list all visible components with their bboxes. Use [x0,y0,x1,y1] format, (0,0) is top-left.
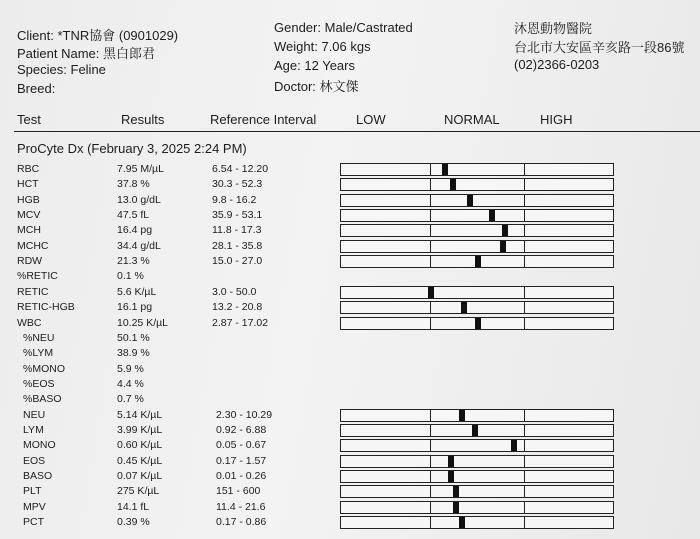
weight-line: Weight: 7.06 kgs [274,39,371,54]
age-value: 12 Years [304,58,355,73]
range-divider-high [524,210,525,221]
range-divider-high [524,225,525,236]
table-row [0,455,700,470]
test-result: 37.8 % [117,178,150,190]
range-divider-low [430,440,431,451]
table-row [0,163,700,178]
range-divider-high [524,164,525,175]
test-result: 0.1 % [117,270,144,282]
reference-interval: 15.0 - 27.0 [212,255,263,267]
test-result: 0.60 K/µL [117,439,163,451]
reference-interval: 9.8 - 16.2 [212,194,257,206]
clinic-phone: (02)2366-0203 [514,57,600,72]
patient-value: 黑白郎君 [103,46,156,61]
client-value: *TNR協會 (0901029) [57,28,179,43]
test-result: 0.07 K/µL [117,470,163,482]
table-row [0,347,700,362]
range-divider-high [524,440,525,451]
table-row [0,240,700,255]
test-result: 10.25 K/µL [117,317,169,329]
range-bar [340,178,614,191]
reference-interval: 28.1 - 35.8 [212,240,263,252]
test-name: %RETIC [17,270,58,282]
range-divider-high [524,502,525,513]
reference-interval: 30.3 - 52.3 [212,178,263,190]
range-divider-high [524,287,525,298]
test-result: 7.95 M/µL [117,163,164,175]
range-divider-low [430,471,431,482]
patient-line: Patient Name: 黑白郎君 [17,46,156,61]
test-name: BASO [23,470,53,482]
result-marker [502,225,508,236]
test-result: 275 K/µL [117,485,160,497]
reference-interval: 151 - 600 [216,485,261,497]
range-divider-low [430,225,431,236]
reference-interval: 0.17 - 1.57 [216,455,267,467]
test-name: RDW [17,255,43,267]
range-divider-high [524,302,525,313]
range-bar [340,409,614,422]
range-divider-low [430,486,431,497]
test-result: 5.9 % [117,363,144,375]
range-bar [340,317,614,330]
test-name: HGB [17,194,40,206]
reference-interval: 6.54 - 12.20 [212,163,269,175]
table-row [0,194,700,209]
range-bar [340,301,614,314]
species-value: Feline [70,62,106,77]
result-marker [475,318,481,329]
test-result: 21.3 % [117,255,150,267]
table-row [0,255,700,270]
reference-interval: 0.92 - 6.88 [216,424,267,436]
test-result: 0.45 K/µL [117,455,163,467]
range-bar [340,286,614,299]
reference-interval: 2.30 - 10.29 [216,409,273,421]
range-divider-high [524,456,525,467]
test-name: %LYM [23,347,54,359]
col-high: HIGH [540,112,573,127]
test-name: RETIC [17,286,49,298]
result-marker [450,179,456,190]
range-divider-high [524,410,525,421]
result-marker [472,425,478,436]
test-name: MCH [17,224,41,236]
test-name: WBC [17,317,42,329]
test-name: EOS [23,455,46,467]
reference-interval: 2.87 - 17.02 [212,317,269,329]
range-bar [340,240,614,253]
range-bar [340,194,614,207]
range-divider-low [430,195,431,206]
table-row [0,224,700,239]
weight-value: 7.06 kgs [321,39,371,54]
range-bar [340,255,614,268]
range-divider-low [430,456,431,467]
range-divider-high [524,486,525,497]
range-divider-low [430,179,431,190]
test-name: LYM [23,424,44,436]
col-test: Test [17,112,41,127]
clinic-address: 台北市大安區辛亥路一段86號 [514,40,685,55]
clinic-name: 沐恩動物醫院 [514,21,593,36]
reference-interval: 11.4 - 21.6 [216,501,266,513]
test-result: 16.4 pg [117,224,153,236]
table-row [0,363,700,378]
table-row [0,485,700,500]
col-normal: NORMAL [444,112,500,127]
doctor-value: 林文傑 [319,79,359,94]
test-result: 50.1 % [117,332,150,344]
reference-interval: 11.8 - 17.3 [212,224,262,236]
result-marker [461,302,467,313]
table-row [0,393,700,408]
range-bar [340,516,614,529]
test-name: MPV [23,501,46,513]
test-name: PCT [23,516,44,528]
col-reference: Reference Interval [210,112,317,127]
range-divider-high [524,179,525,190]
test-result: 38.9 % [117,347,150,359]
table-row [0,209,700,224]
result-marker [511,440,517,451]
range-divider-high [524,517,525,528]
table-row [0,516,700,531]
test-name: %BASO [23,393,62,405]
range-bar [340,439,614,452]
table-row [0,470,700,485]
test-result: 4.4 % [117,378,144,390]
range-divider-low [430,425,431,436]
test-name: NEU [23,409,46,421]
result-marker [475,256,481,267]
reference-interval: 35.9 - 53.1 [212,209,263,221]
range-bar [340,163,614,176]
reference-interval: 3.0 - 50.0 [212,286,257,298]
range-divider-low [430,410,431,421]
test-name: RBC [17,163,40,175]
gender-line: Gender: Male/Castrated [274,20,413,35]
range-divider-high [524,195,525,206]
test-result: 13.0 g/dL [117,194,161,206]
test-name: %MONO [23,363,65,375]
range-bar [340,455,614,468]
result-marker [428,287,434,298]
test-result: 0.39 % [117,516,150,528]
range-divider-low [430,318,431,329]
table-row [0,178,700,193]
result-marker [448,456,454,467]
reference-interval: 0.05 - 0.67 [216,439,267,451]
reference-interval: 0.17 - 0.86 [216,516,267,528]
table-row [0,378,700,393]
range-bar [340,485,614,498]
test-name: HCT [17,178,39,190]
test-result: 5.14 K/µL [117,409,163,421]
range-divider-low [430,502,431,513]
range-bar [340,424,614,437]
age-line: Age: 12 Years [274,58,355,73]
table-row [0,317,700,332]
range-divider-high [524,241,525,252]
table-row [0,424,700,439]
breed-line: Breed: [17,81,56,96]
result-marker [500,241,506,252]
range-divider-high [524,318,525,329]
test-result: 14.1 fL [117,501,150,513]
range-divider-low [430,256,431,267]
range-divider-high [524,256,525,267]
result-marker [489,210,495,221]
gender-value: Male/Castrated [324,20,413,35]
table-row [0,501,700,516]
result-marker [459,410,465,421]
result-marker [448,471,454,482]
table-row [0,409,700,424]
client-line: Client: *TNR協會 (0901029) [17,28,179,43]
test-result: 47.5 fL [117,209,150,221]
reference-interval: 13.2 - 20.8 [212,301,263,313]
range-divider-low [430,210,431,221]
test-result: 16.1 pg [117,301,153,313]
test-name: %NEU [23,332,55,344]
range-divider-high [524,471,525,482]
test-result: 0.7 % [117,393,144,405]
range-bar [340,224,614,237]
species-line: Species: Feline [17,62,106,77]
table-row [0,286,700,301]
test-result: 5.6 K/µL [117,286,157,298]
result-marker [453,486,459,497]
range-bar [340,501,614,514]
test-name: MCV [17,209,41,221]
test-name: PLT [23,485,42,497]
test-name: %EOS [23,378,55,390]
reference-interval: 0.01 - 0.26 [216,470,267,482]
result-marker [467,195,473,206]
test-name: MCHC [17,240,49,252]
range-bar [340,470,614,483]
range-divider-high [524,425,525,436]
range-bar [340,209,614,222]
header-divider [14,131,700,132]
range-divider-low [430,517,431,528]
table-row [0,439,700,454]
test-result: 34.4 g/dL [117,240,161,252]
result-marker [442,164,448,175]
result-marker [453,502,459,513]
col-low: LOW [356,112,386,127]
test-result: 3.99 K/µL [117,424,163,436]
test-name: MONO [23,439,56,451]
section-title: ProCyte Dx (February 3, 2025 2:24 PM) [17,141,247,156]
test-name: RETIC-HGB [17,301,75,313]
table-row [0,270,700,285]
doctor-line: Doctor: 林文傑 [274,79,359,94]
range-divider-low [430,164,431,175]
col-results: Results [121,112,165,127]
result-marker [459,517,465,528]
table-row [0,332,700,347]
table-row [0,301,700,316]
range-divider-low [430,241,431,252]
range-divider-low [430,302,431,313]
